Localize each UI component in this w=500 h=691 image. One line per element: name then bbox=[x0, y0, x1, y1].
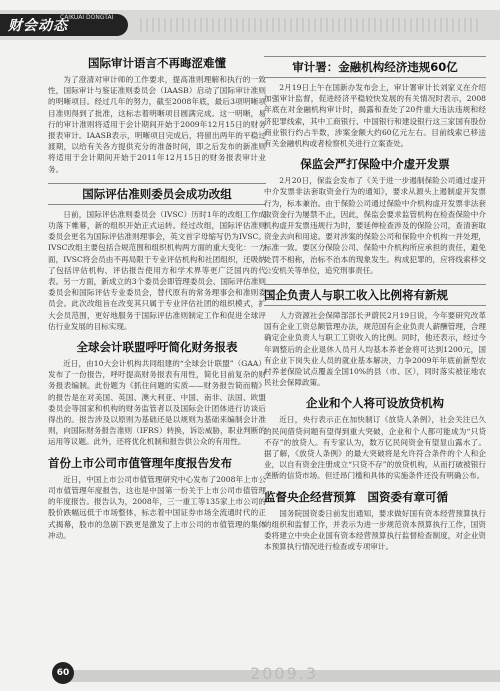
page-footer bbox=[0, 656, 500, 691]
article bbox=[48, 183, 266, 332]
article-title: 保监会严打保险中介虚开发票 bbox=[300, 157, 450, 172]
section-subtitle: CAIKUAI DONGTAI bbox=[60, 14, 114, 21]
article-body: 2月19日上午在国新办发布会上，审计署审计长刘家义在介绍加强审计监督，促进经济平稳较快发展的有关情况时表示，2008年底在对金融机构审计时，揭露和查处了20件重大违法违规和经济犯罪线索，其中工商银行、中国银行和建设银行这三家国有股份商业银行约占半数，涉案金额大约60亿元左右。目前线索已移送有关金融机构或者检察机关进行立案查处。 bbox=[264, 83, 486, 149]
article-body: 近日，由10大会计机构共同组建的“全球会计联盟”（GAA）发布了一份报告，呼吁提高财务报表有用性，简化目前复杂的财务报表编制。此份题为《抓住问题的实质——财务报告简而精》的报告是在对美国、英国、澳大利亚、中国、南非、法国、欧盟委员会等国家和机构的财务监管者以及国际会计团体进行访谈后得出的。报告涉及以原则为基础还是以规则为基础来编制会计准则，向国际财务报告准则（IFRS）转换，诉讼威胁，职业判断的运用等议题。此外，还将优化机制和报告供公众的有用性。 bbox=[48, 359, 266, 447]
page-number: 60 bbox=[52, 662, 74, 684]
article-title: 审计署：金融机构经济违规60亿 bbox=[264, 56, 486, 78]
issue-label: 2009.3 bbox=[250, 664, 318, 683]
article bbox=[264, 490, 486, 553]
article-title: 国企负责人与职工收入比例将有新规 bbox=[264, 284, 486, 306]
article bbox=[264, 56, 486, 149]
left-column bbox=[48, 56, 266, 549]
article-body: 2月20日，保监会发布了《关于进一步遏制保险公司通过虚开中介发票非法套取资金行为的通知》，要求从源头上遏制虚开发票行为，标本兼治。由于保险公司通过保险中介机构虚开发票非法套取资金行为屡禁不止，因此，保监会要求监管机构在检查保险中介机构虚开发票违规行为时，要延伸检查涉及的保险公司，查清套取资金去向和用途。要对涉案的保险公司和保险中介机构一并处理，标准一致。要区分保险公司、保险中介机构所应承担的责任，避免处罚不相称，治标不治本的现象发生。构成犯罪的，应将线索移交公安机关等单位，追究刑事责任。 bbox=[264, 176, 486, 275]
article-body: 近日，央行表示正在加快制订《放贷人条例》，社会关注已久的民间借贷问题有望得到重大突破，企业和个人都可能成为“只贷不存”的放贷人。有专家认为，数万亿民间资金有望显山露水了。据了解，《放贷人条例》的最大突破将是允许符合条件的个人和企业，以自有资金注册成立“只贷不存”的放贷机构，从而打破被银行垄断的信贷市场。但迁昂门槛和具体的实施条件还没有明确公布。 bbox=[264, 415, 486, 481]
article bbox=[264, 396, 486, 481]
article bbox=[48, 340, 266, 448]
article-title: 国际评估准则委员会成功改组 bbox=[48, 183, 266, 205]
page-header bbox=[0, 0, 500, 48]
article-body: 近日，中国上市公司市值管理研究中心发布了2008年上市公司市值管理年度报告，这也是中国第一份关于上市公司市值管理的年度报告。报告认为，2008年，三一重工等135家上市公司的股价跌幅远低于市场整体，标志着中国证券市场全流通时代的正式揭幕，股市的急剧下跌更是激发了上市公司的市值管理的集体冲动。 bbox=[48, 474, 266, 540]
right-column bbox=[264, 56, 486, 561]
header-stripes bbox=[140, 18, 480, 32]
article-body: 国务院国资委日前发出通知，要求做好国有资本经营预算执行的组织和监督工作，并表示为进一步规范资本预算执行工作，国资委将建立中央企业国有资本经营预算执行监督检查制度，对企业资本预算执行情况进行检查或专项审计。 bbox=[264, 508, 486, 552]
article-title: 企业和个人将可设放贷机构 bbox=[306, 396, 444, 411]
article bbox=[264, 157, 486, 276]
section-title: 财会动态 bbox=[8, 18, 68, 34]
article-title: 首份上市公司市值管理年度报告发布 bbox=[48, 455, 232, 470]
article-title: 国际审计语言不再晦涩难懂 bbox=[88, 56, 226, 70]
article-title: 监督央企经营预算 国资委有章可循 bbox=[264, 489, 448, 504]
article-title: 全球会计联盟呼吁简化财务报表 bbox=[76, 340, 238, 355]
article bbox=[48, 56, 266, 175]
article-body: 为了澄清对审计师的工作要求，提高准则理解和执行的一致性，国际审计与鉴证准则委员会（IAASB）启动了国际审计准则的明晰项目。经过几年的努力，截至2008年底，最后3项明晰项目准则得到了批准，这标志着明晰项目圆满完成。这一明晰，易行的审计准则将适用于会计期间开始于2009年12月15日的财务报表审计。IAASB表示，明晰项目完成后，将留出两年的平稳过渡期，以给有关各方提供充分的准备时间，即之后发布的新准则将适用于会计期间开始于2011年12月15日的财务报表审计业务。 bbox=[48, 75, 266, 174]
article-body: 日前，国际评估准则委员会（IVSC）历时1年的改组工作成功落下帷幕，新的组织开始正式运转。经过改组，国际评估准则委员会更名为国际评估准则理事会，英文首字母缩写仍为IVSC。IVSC改组主要包括合规范围和组织机构两方面的重大变化：一方面，IVSC将会员由不再局限于专业评估机构和社团组织，还吸纳了包括评估机构、评估报告使用方和学术界等更广泛国内的代表。另一方面，新成立的3个委员会即管理委员会、国际评估准则委员会和国际评估专业委员会，替代原有的常务理事会和准则委员会。此次改组旨在改变其只属于专业评估社团的组织模式，扩大会员范围，更好地服务于国际评估准则制定工作和促进全球评估行业发展的目标实现。 bbox=[48, 209, 266, 331]
article bbox=[48, 456, 266, 541]
article-body: 人力资源社会保障部部长尹蔚民2月19日说，今年要研究改革国有企业工资总额管理办法，规范国有企业负责人薪酬管理，合理确定企业负责人与职工工资收入的比例。同时，他还表示，经过今年调整后的企业退休人员月人均基本养老金将可达到1200元，国有企业下岗失业人员的就业基本解决，力争2009年年底前新型农村养老保险试点覆盖全国10%的县（市、区），同时落实被征地农民社会保障政策。 bbox=[264, 311, 486, 388]
article bbox=[264, 284, 486, 388]
